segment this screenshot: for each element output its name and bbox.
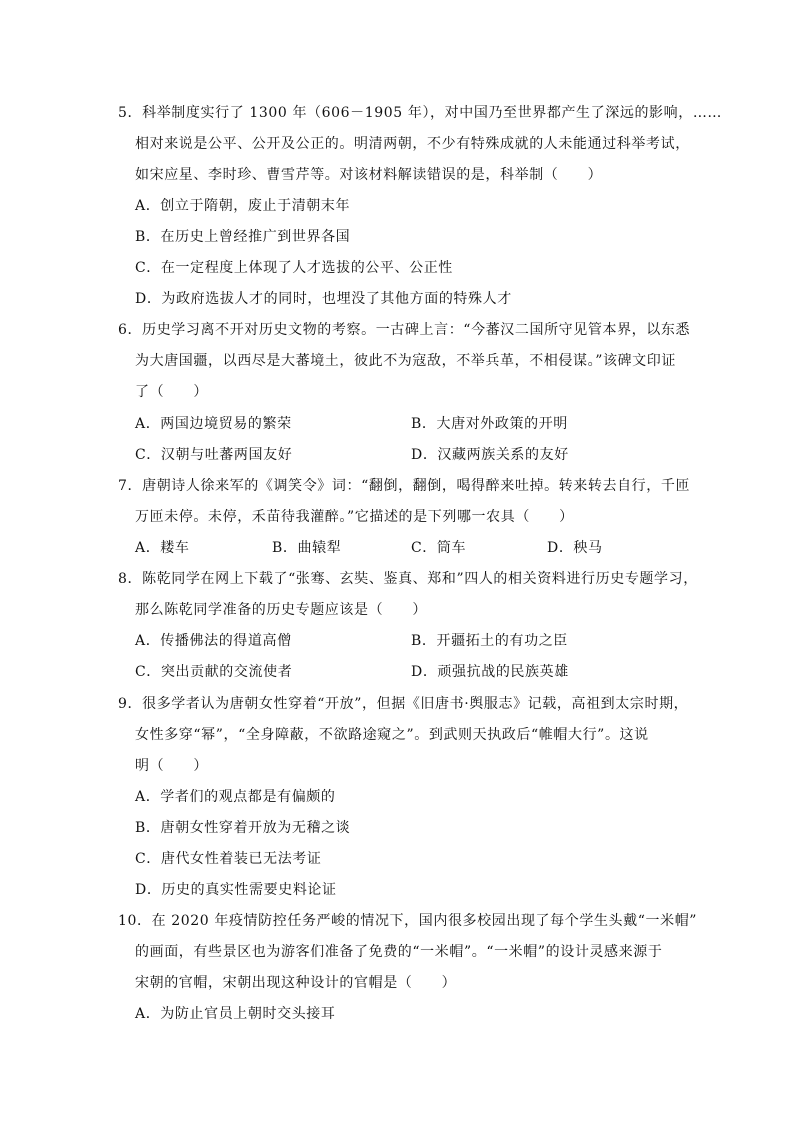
- question-8-option-b: B．开疆拓土的有功之臣: [411, 633, 568, 649]
- question-10-option-a: A．为防止官员上朝时交头接耳: [135, 1006, 336, 1022]
- question-8-option-c: C．突出贡献的交流使者: [135, 664, 293, 680]
- question-8-stem: 陈乾同学在网上下载了“张骞、玄奘、鉴真、郑和”四人的相关资料进行历史专题学习，: [142, 571, 698, 587]
- question-8-line-1: [118, 569, 698, 589]
- question-7-option-d: D．秧马: [547, 540, 603, 556]
- question-10-line-3: 宋朝的官帽，宋朝出现这种设计的官帽是（ ）: [135, 975, 457, 991]
- question-8-number: 8．: [118, 571, 143, 587]
- question-9-line-3: 明（ ）: [135, 758, 208, 774]
- question-9-option-d: D．历史的真实性需要史料论证: [135, 882, 337, 898]
- question-9-line-1: [118, 694, 688, 714]
- question-9-option-c: C．唐代女性着装已无法考证: [135, 851, 322, 867]
- question-6-option-c: C．汉朝与吐蕃两国友好: [135, 447, 293, 463]
- question-10-stem: 在 2020 年疫情防控任务严峻的情况下，国内很多校园出现了每个学生头戴“一米帽”: [151, 913, 698, 929]
- question-5-option-a: A．创立于隋朝，废止于清朝末年: [135, 198, 351, 214]
- question-10-line-2: 的画面，有些景区也为游客们准备了免费的“一米帽”。“一米帽”的设计灵感来源于: [135, 944, 663, 960]
- question-9-line-2: 女性多穿“幂”，“全身障蔽，不欲路途窥之”。到武则天执政后“帷帽大行”。这说: [135, 727, 649, 743]
- question-9-option-a: A．学者们的观点都是有偏颇的: [135, 789, 336, 805]
- question-5-line-1: [118, 103, 722, 123]
- question-8-line-2: 那么陈乾同学准备的历史专题应该是（ ）: [135, 602, 427, 618]
- question-7-option-c: C．筒车: [411, 540, 467, 556]
- question-7-number: 7．: [118, 478, 143, 494]
- question-9-stem: 很多学者认为唐朝女性穿着“开放”，但据《旧唐书·舆服志》记载，高祖到太宗时期，: [142, 696, 689, 712]
- question-8-option-d: D．顽强抗战的民族英雄: [411, 664, 569, 680]
- question-7-stem: 唐朝诗人徐来军的《调笑令》词：“翻倒，翻倒，喝得醉来吐掉。转来转去自行，千匝: [142, 478, 691, 494]
- question-5-option-d: D．为政府选拔人才的同时，也埋没了其他方面的特殊人才: [135, 291, 512, 307]
- question-7-option-b: B．曲辕犁: [272, 540, 342, 556]
- question-7-line-1: [118, 476, 690, 496]
- question-8-option-a: A．传播佛法的得道高僧: [135, 633, 292, 649]
- question-5-option-c: C．在一定程度上体现了人才选拔的公平、公正性: [135, 260, 453, 276]
- question-5-stem: 科举制度实行了 1300 年（606－1905 年），对中国乃至世界都产生了深远的影响，……: [142, 105, 723, 121]
- question-10-number: 10．: [118, 913, 152, 929]
- question-6-option-d: D．汉藏两族关系的友好: [411, 447, 569, 463]
- question-6-line-1: [118, 320, 690, 340]
- question-5-line-3: 如宋应星、李时珍、曹雪芹等。对该材料解读错误的是，科举制（ ）: [135, 167, 603, 183]
- question-9-number: 9．: [118, 696, 143, 712]
- question-6-stem: 历史学习离不开对历史文物的考察。一古碑上言：“今蕃汉二国所守见管本界，以东悉: [142, 322, 691, 338]
- question-6-line-3: 了（ ）: [135, 384, 208, 400]
- question-6-option-b: B．大唐对外政策的开明: [411, 416, 568, 432]
- question-6-number: 6．: [118, 322, 143, 338]
- question-9-option-b: B．唐朝女性穿着开放为无稽之谈: [135, 820, 351, 836]
- question-5-option-b: B．在历史上曾经推广到世界各国: [135, 229, 351, 245]
- question-6-line-2: 为大唐国疆，以西尽是大蕃境土，彼此不为寇敌，不举兵革，不相侵谋。”该碑文印证: [135, 353, 676, 369]
- question-10-line-1: [118, 911, 697, 931]
- question-7-option-a: A．耧车: [135, 540, 190, 556]
- question-5-line-2: 相对来说是公平、公开及公正的。明清两朝，不少有特殊成就的人未能通过科举考试，: [135, 136, 690, 152]
- question-7-line-2: 万匝未停。未停，禾苗待我灌醉。”它描述的是下列哪一农具（ ）: [135, 509, 574, 525]
- question-5-number: 5．: [118, 105, 143, 121]
- question-6-option-a: A．两国边境贸易的繁荣: [135, 416, 292, 432]
